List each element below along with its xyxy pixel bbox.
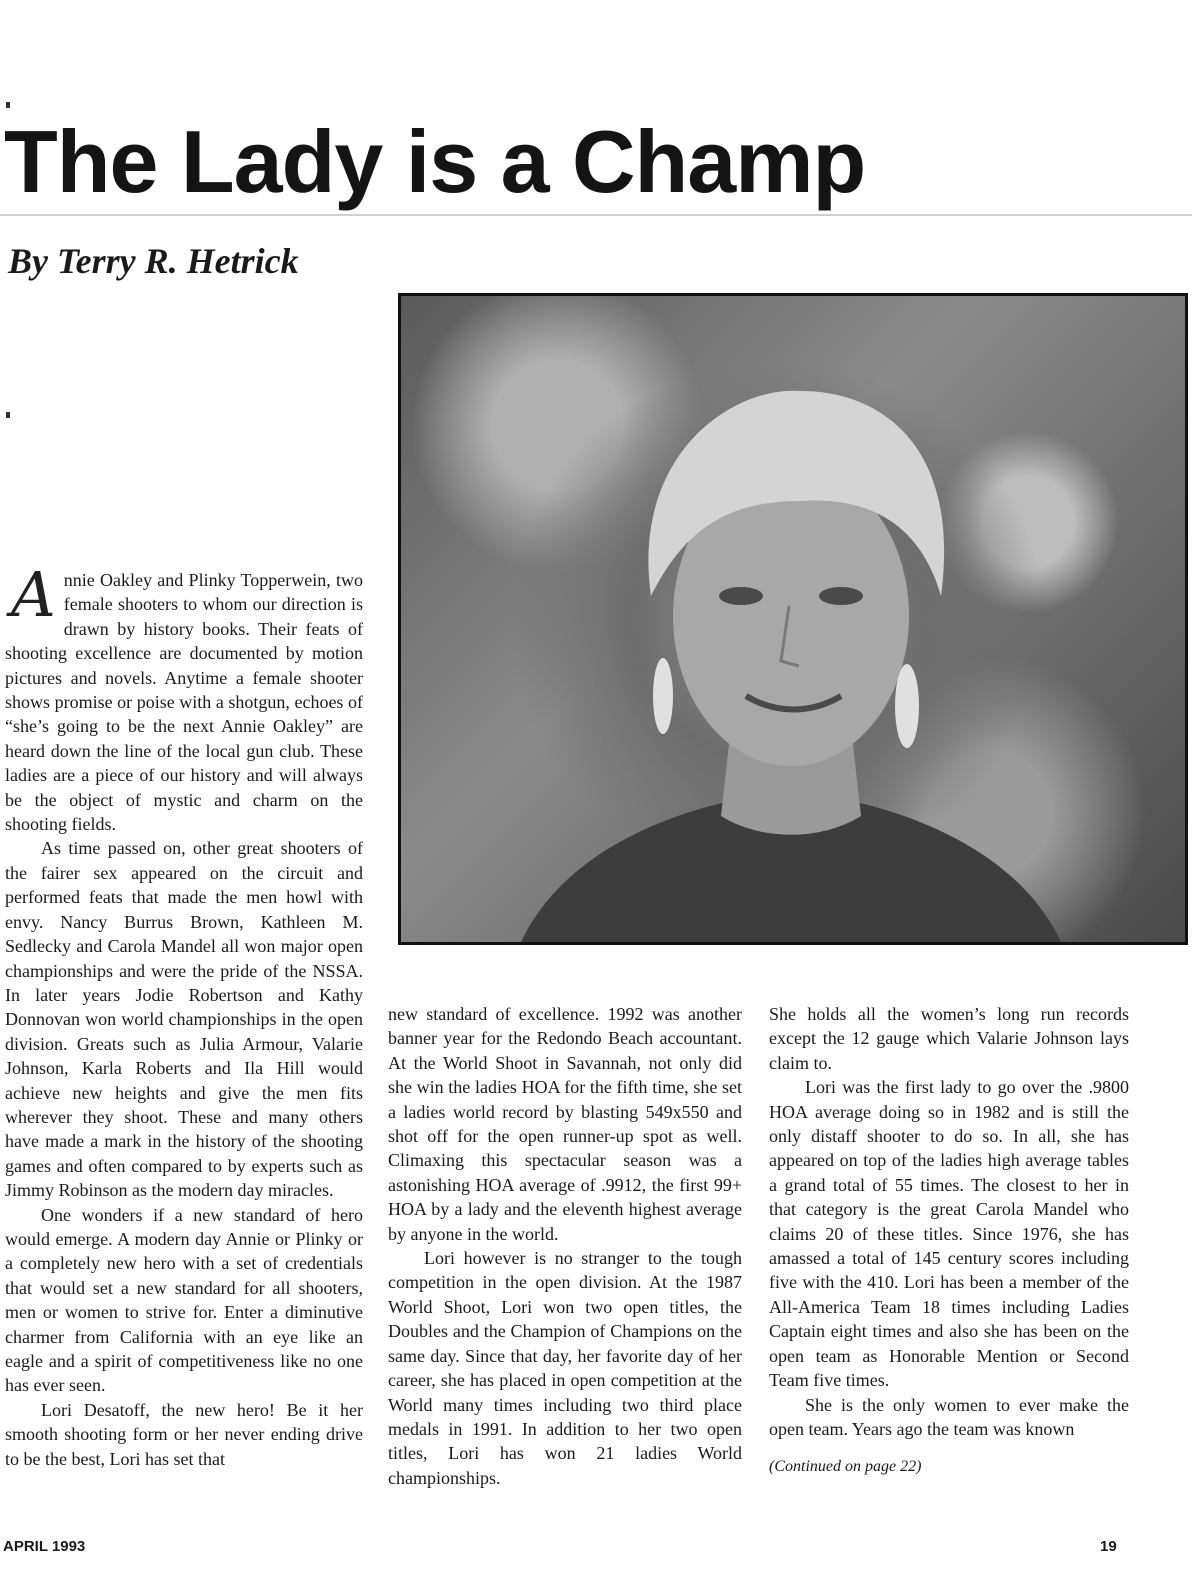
page-number: 19	[1100, 1538, 1117, 1555]
article-headline: The Lady is a Champ	[4, 112, 866, 211]
paragraph: As time passed on, other great shooters of the fairer sex appeared on the circuit and performed feats that made the men howl with envy. Nancy Burrus Brown, Kathleen M. Sedlecky and Carola Mandel all won major open championships and were the pride of the NSSA. In later years Jodie Robertson and Kathy Donnovan won world championships in the open division. Greats such as Julia Armour, Valarie Johnson, Karla Roberts and Ila Hill would achieve new heights and give the men fits wherever they shoot. These and many others have made a mark in the history of the shooting games and often compared to by experts such as Jimmy Robinson as the modern day miracles.	[5, 838, 363, 1201]
issue-date: APRIL 1993	[3, 1538, 86, 1555]
paragraph: Lori however is no stranger to the tough competition in the open division. At the 1987 World Shoot, Lori won two open titles, the Doubles and the Champion of Champions on the same day. Since that day, her favorite day of her career, she has placed in open competition at the World many times including two third place medals in 1991. In addition to her two open titles, Lori has won 21 ladies World championships.	[388, 1248, 742, 1488]
paragraph: Lori was the first lady to go over the .9800 HOA average doing so in 1982 and is still the only distaff shooter to do so. In all, she has appeared on top of the ladies high average tables a grand total of 55 times. The closest to her in that category is the great Carola Mandel who claims 20 of these titles. Since 1976, she has amassed a total of 145 century scores including five with the 410. Lori has been a member of the All-America Team 18 times including Ladies Captain eight times and also she has been on the open team as Honorable Mention or Second Team five times.	[769, 1077, 1129, 1391]
paragraph: new standard of excellence. 1992 was another banner year for the Redondo Beach accountant. At the World Shoot in Savannah, not only did she win the ladies HOA for the fifth time, she set a ladies world record by blasting 549x550 and shot off for the open runner-up spot as well. Climaxing this spectacular season was a astonishing HOA average of .9912, the first 99+ HOA by a lady and the eleventh highest average by anyone in the world.	[388, 1004, 742, 1244]
drop-cap: A	[11, 558, 56, 631]
paragraph-text: nnie Oakley and Plinky Topperwein, two female shooters to whom our direction is drawn by history books. Their feats of shooting excellence are documented by motion pictures and novels. Anytime a female shooter shows promise or poise with a shotgun, echoes of “she’s going to be the next Annie Oakley” are heard down the line of the local gun club. These ladies are a piece of our history and will always be the object of mystic and charm on the shooting fields.	[5, 570, 363, 835]
article-column-2	[388, 1002, 742, 1490]
paragraph: She is the only women to ever make the open team. Years ago the team was known	[769, 1394, 1129, 1439]
paragraph: One wonders if a new standard of hero would emerge. A modern day Annie or Plinky or a completely new hero with a set of credentials that would set a new standard for all shooters, men or women to strive for. Enter a diminutive charmer from California with an eye like an eagle and a spirit of competitiveness like no one has ever seen.	[5, 1204, 363, 1396]
print-speck	[6, 412, 10, 418]
portrait-photo	[398, 293, 1188, 945]
paragraph: Lori Desatoff, the new hero! Be it her smooth shooting form or her never ending drive to be the best, Lori has set that	[5, 1399, 363, 1469]
article-column-1	[5, 558, 363, 1471]
print-speck	[6, 102, 10, 108]
paragraph-intro	[5, 558, 363, 836]
paragraph: She holds all the women’s long run records except the 12 gauge which Valarie Johnson lays claim to.	[769, 1004, 1129, 1073]
continued-note: (Continued on page 22)	[769, 1458, 922, 1476]
portrait-figure	[401, 296, 1185, 942]
article-byline: By Terry R. Hetrick	[8, 241, 299, 281]
article-column-3	[769, 1002, 1129, 1480]
headline-rule	[0, 214, 1192, 216]
